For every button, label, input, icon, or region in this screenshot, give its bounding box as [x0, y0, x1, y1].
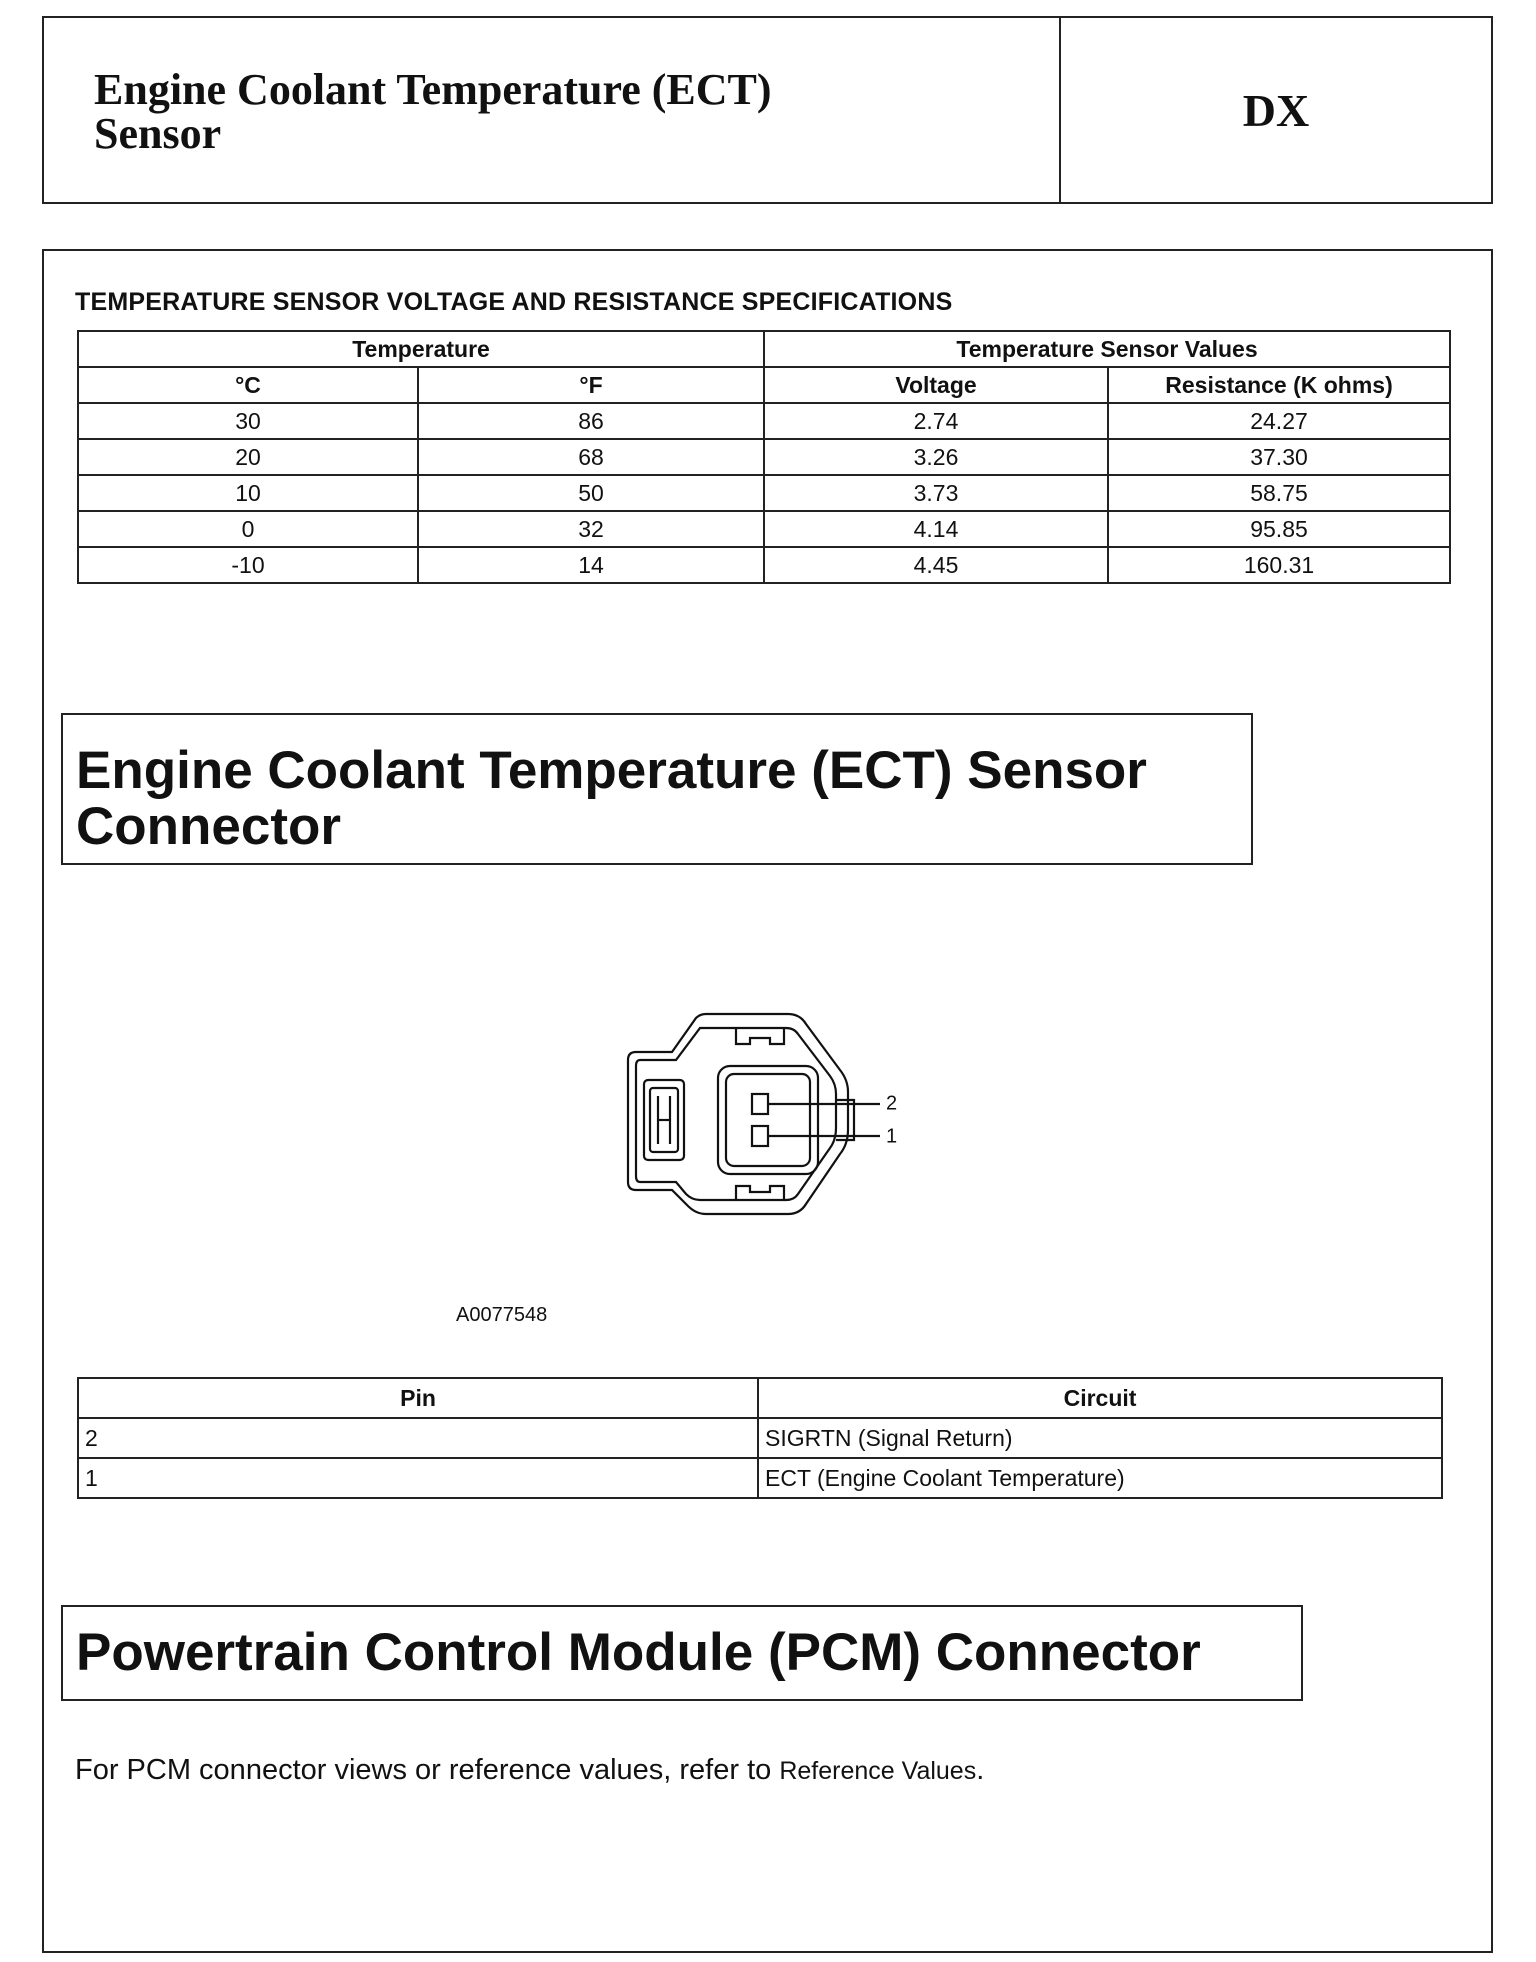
table-cell: 20 [78, 439, 418, 475]
group-header-temperature: Temperature [78, 331, 764, 367]
table-row [78, 511, 1450, 547]
pcm-reference-note [75, 1754, 984, 1787]
group-header-sensor-values: Temperature Sensor Values [764, 331, 1450, 367]
column-header-fahrenheit: °F [418, 367, 764, 403]
ect-connector-heading [76, 743, 1147, 855]
pin-1-terminal [752, 1126, 768, 1146]
header-box [42, 16, 1493, 204]
table-cell: 1 [78, 1458, 758, 1498]
ect-connector-heading-line2: Connector [76, 797, 341, 856]
pcm-note-end: . [976, 1754, 985, 1786]
pcm-note-text: For PCM connector views or reference values, refer to [75, 1754, 780, 1786]
table-cell: 2.74 [764, 403, 1108, 439]
table-cell: 30 [78, 403, 418, 439]
ect-connector-diagram [600, 1000, 920, 1240]
terminal-cavity-outer [718, 1066, 818, 1174]
pin-table [77, 1377, 1443, 1499]
table-row [78, 475, 1450, 511]
table-cell: 10 [78, 475, 418, 511]
pin-2-terminal [752, 1094, 768, 1114]
table-cell: 0 [78, 511, 418, 547]
pin-2-label: 2 [886, 1092, 898, 1115]
table-cell: 58.75 [1108, 475, 1450, 511]
page-title-line2: Sensor [94, 109, 222, 158]
table-cell: -10 [78, 547, 418, 583]
spec-table [77, 330, 1451, 584]
table-cell: 37.30 [1108, 439, 1450, 475]
table-cell: 160.31 [1108, 547, 1450, 583]
page-title [94, 65, 1034, 158]
table-cell: 86 [418, 403, 764, 439]
table-cell: 68 [418, 439, 764, 475]
pin-1-label: 1 [886, 1125, 898, 1148]
table-row [78, 1458, 1442, 1498]
table-cell: 3.26 [764, 439, 1108, 475]
table-cell: 2 [78, 1418, 758, 1458]
column-header-celsius: °C [78, 367, 418, 403]
table-cell: 4.45 [764, 547, 1108, 583]
column-header-pin: Pin [78, 1378, 758, 1418]
spec-group-header-row [78, 331, 1450, 367]
spec-column-header-row [78, 367, 1450, 403]
table-row [78, 403, 1450, 439]
table-row [78, 439, 1450, 475]
table-cell: 24.27 [1108, 403, 1450, 439]
table-cell: SIGRTN (Signal Return) [758, 1418, 1442, 1458]
bottom-key [736, 1186, 784, 1200]
column-header-resistance: Resistance (K ohms) [1108, 367, 1450, 403]
table-cell: ECT (Engine Coolant Temperature) [758, 1458, 1442, 1498]
pin-table-header-row [78, 1378, 1442, 1418]
table-cell: 3.73 [764, 475, 1108, 511]
reference-values-link[interactable]: Reference Values [779, 1757, 977, 1785]
ect-connector-heading-line1: Engine Coolant Temperature (ECT) Sensor [76, 741, 1147, 800]
pcm-connector-heading-box [61, 1605, 1303, 1701]
table-cell: 14 [418, 547, 764, 583]
table-cell: 4.14 [764, 511, 1108, 547]
column-header-voltage: Voltage [764, 367, 1108, 403]
ect-connector-heading-box [61, 713, 1253, 865]
table-cell: 50 [418, 475, 764, 511]
spec-table-caption: TEMPERATURE SENSOR VOLTAGE AND RESISTANCE SPECIFICATIONS [75, 288, 953, 316]
section-code: DX [1242, 84, 1310, 136]
pcm-connector-heading: Powertrain Control Module (PCM) Connector [76, 1623, 1201, 1682]
table-row [78, 1418, 1442, 1458]
column-header-circuit: Circuit [758, 1378, 1442, 1418]
table-cell: 95.85 [1108, 511, 1450, 547]
page-title-line1: Engine Coolant Temperature (ECT) [94, 65, 772, 114]
table-cell: 32 [418, 511, 764, 547]
figure-id: A0077548 [456, 1304, 548, 1326]
right-tab [836, 1100, 854, 1140]
top-key [736, 1028, 784, 1044]
terminal-cavity-inner [726, 1074, 810, 1166]
table-row [78, 547, 1450, 583]
